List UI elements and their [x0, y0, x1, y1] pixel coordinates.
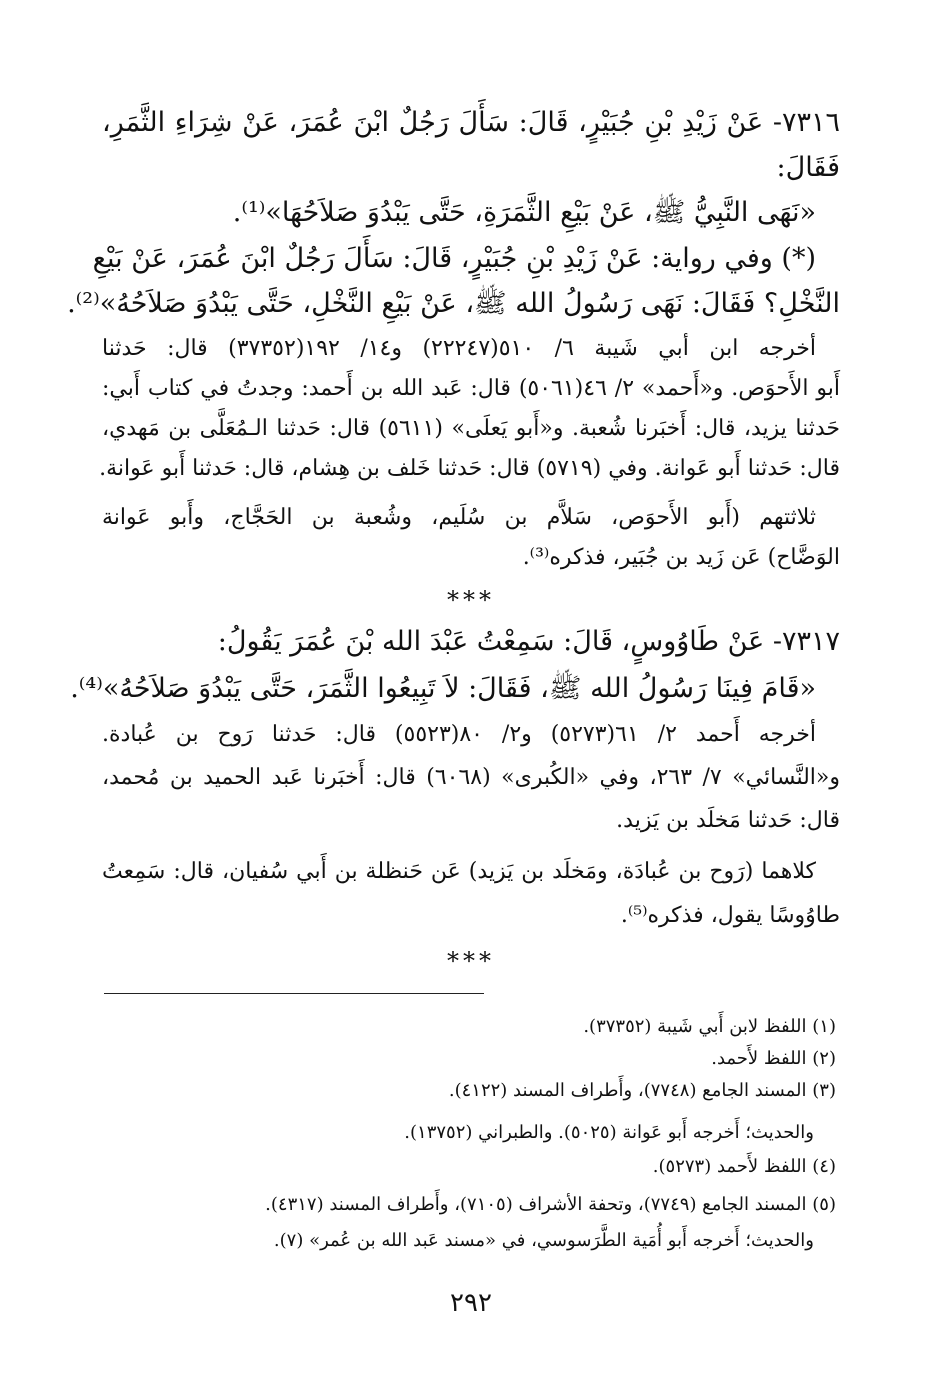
footnote: (٣) المسند الجامع (٧٧٤٨)، وأَطراف المسند (٤١٢٢).	[448, 1080, 836, 1101]
takhrij-7316-line: حَدثنا يزيد، قال: أَخبَرنا شُعبة. و«أَبو يَعلَى» (٥٦١١) قال: حَدثنا الـمُعَلَّى بن مَهدي،	[102, 416, 840, 441]
footnote: (٥) المسند الجامع (٧٧٤٩)، وتحفة الأشراف (٧١٠٥)، وأَطراف المسند (٤٣١٧).	[265, 1194, 836, 1215]
takhrij-7316-line: ثلاثتهم (أَبو الأَحوَص، سَلاَّم بن سُلَيم، وشُعبة بن الحَجَّاج، وأَبو عَوانة	[102, 505, 816, 530]
footnote: (٢) اللفظ لأَحمد.	[711, 1048, 836, 1069]
footnote: (١) اللفظ لابن أَبي شَيبة (٣٧٣٥٢).	[583, 1016, 836, 1037]
section-separator: ***	[447, 947, 495, 975]
takhrij-7316-line: أخرجه ابن أبي شَيبة ٦/ ٥١٠(٢٢٢٤٧) و١٤/ ١٩٢(٣٧٣٥٢) قال: حَدثنا	[102, 336, 817, 361]
footnote-divider	[104, 993, 484, 994]
hadith-7316-line: ٧٣١٦- عَنْ زَيْدِ بْنِ جُبَيْرٍ، قَالَ: سَأَلَ رَجُلٌ ابْنَ عُمَرَ، عَنْ شِرَاءِ الثَّمَرِ،	[102, 107, 840, 138]
takhrij-7317-line: قال: حَدثنا مَخلَد بن يَزيد.	[616, 808, 840, 833]
hadith-7316-line: فَقَالَ:	[776, 152, 840, 183]
section-separator: ***	[447, 586, 495, 614]
hadith-7317-matn: «قَامَ فِينَا رَسُولُ الله ﷺ، فَقَالَ: لاَ تَبِيعُوا الثَّمَرَ، حَتَّى يَبْدُوَ صَلاَحُهُ»⁽⁴⁾.	[70, 673, 816, 704]
takhrij-7317-line: كلاهما (رَوح بن عُبادَة، ومَخلَد بن يَزيد) عَن حَنظلة بن أَبي سُفيان، قال: سَمِعتُ	[102, 859, 816, 884]
takhrij-7316-line: قال: حَدثنا أَبو عَوانة. وفي (٥٧١٩) قال: حَدثنا خَلف بن هِشام، قال: حَدثنا أَبو عَوانة.	[99, 456, 840, 481]
hadith-7317-isnad: ٧٣١٧- عَنْ طَاوُوسٍ، قَالَ: سَمِعْتُ عَبْدَ الله بْنَ عُمَرَ يَقُولُ:	[217, 626, 840, 657]
hadith-7316-variant: النَّخْلِ؟ فَقَالَ: نَهَى رَسُولُ الله ﷺ، عَنْ بَيْعِ النَّخْلِ، حَتَّى يَبْدُوَ صَلاَحُهُ»⁽²⁾.	[67, 288, 840, 319]
footnote: والحديث؛ أَخرجه أَبو أُمَية الطَّرَسوسي، في «مسند عَبد الله بن عُمر» (٧).	[273, 1230, 814, 1251]
takhrij-7317-line: أخرجه أَحمد ٢/ ٦١(٥٢٧٣) و٢/ ٨٠(٥٥٢٣) قال: حَدثنا رَوح بن عُبادة.	[102, 722, 816, 747]
takhrij-7317-line: طاوُوسًا يقول، فذكره⁽⁵⁾.	[620, 903, 840, 928]
takhrij-7316-line: أَبو الأَحوَص. و«أَحمد» ٢/ ٤٦(٥٠٦١) قال: عَبد الله بن أَحمد: وجدتُ في كتاب أَبي:	[102, 376, 840, 401]
takhrij-7316-line: الوَضَّاح) عَن زَيد بن جُبَير، فذكره⁽³⁾.	[522, 545, 840, 570]
hadith-7316-matn: «نَهَى النَّبِيُّ ﷺ، عَنْ بَيْعِ الثَّمَرَةِ، حَتَّى يَبْدُوَ صَلاَحُهَا»⁽¹⁾.	[232, 197, 816, 228]
hadith-7316-variant: (*) وفي رواية: عَنْ زَيْدِ بْنِ جُبَيْرٍ، قَالَ: سَأَلَ رَجُلٌ ابْنَ عُمَرَ، عَنْ بَيْعِ	[92, 243, 816, 274]
footnote: والحديث؛ أَخرجه أَبو عَوانة (٥٠٢٥). والطبراني (١٣٧٥٢).	[404, 1122, 814, 1143]
page-number: ٢٩٢	[450, 1288, 492, 1318]
takhrij-7317-line: و«النَّسائي» ٧/ ٢٦٣، وفي «الكُبرى» (٦٠٦٨) قال: أَخبَرنا عَبد الحميد بن مُحمد،	[102, 765, 840, 790]
footnote: (٤) اللفظ لأَحمد (٥٢٧٣).	[652, 1156, 836, 1177]
